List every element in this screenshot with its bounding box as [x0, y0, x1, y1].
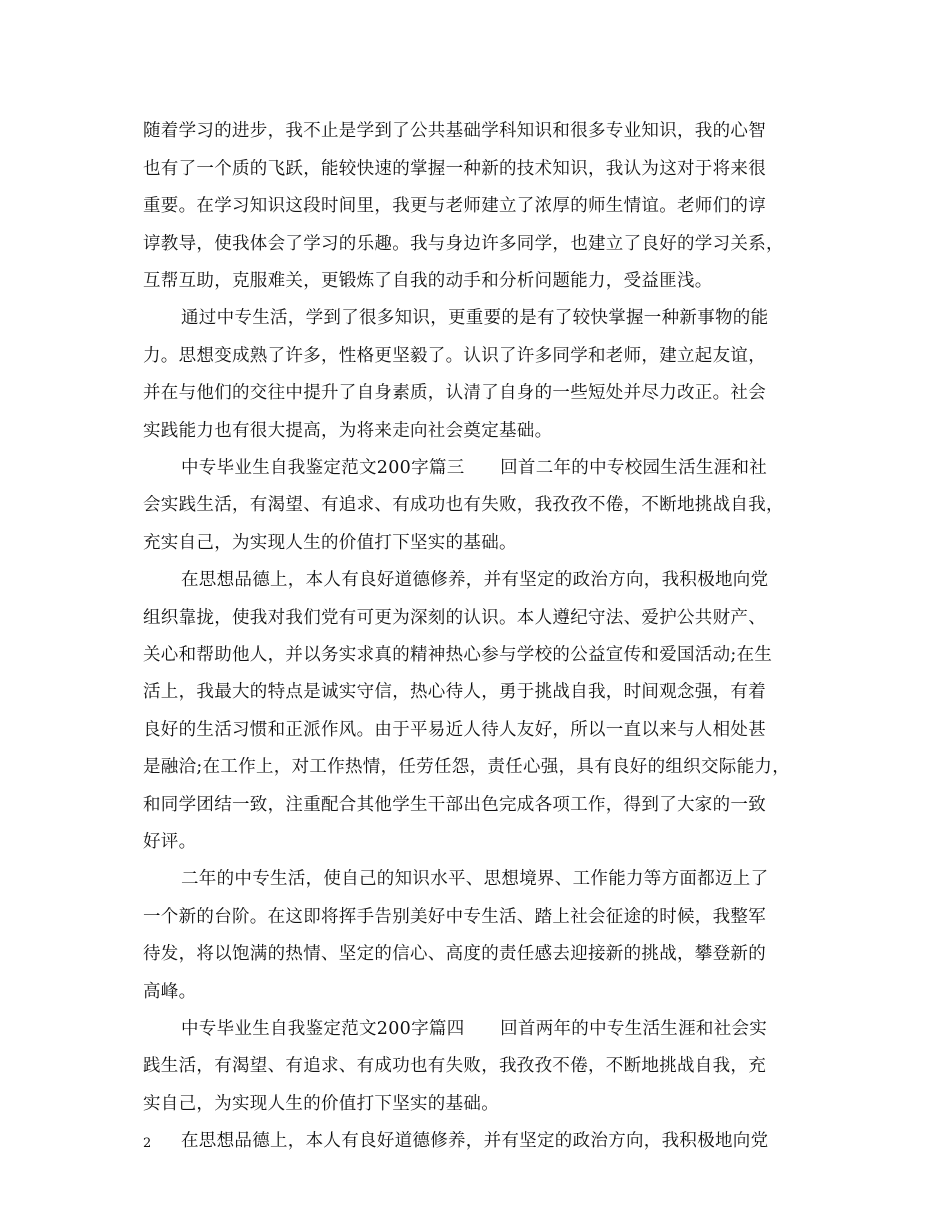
paragraph-first-line: 在思想品德上，本人有良好道德修养，并有坚定的政治方向，我积极地向党 [181, 570, 769, 590]
text-line: 关心和帮助他人，并以务实求真的精神热心参与学校的公益宣传和爱国活动;在生 [143, 645, 773, 665]
text-line: 一个新的台阶。在这即将挥手告别美好中专生活、踏上社会征途的时候，我整军 [143, 907, 766, 927]
text-line: 也有了一个质的飞跃，能较快速的掌握一种新的技术知识，我认为这对于将来很 [143, 159, 766, 179]
text-line: 会实践生活，有渴望、有追求、有成功也有失败，我孜孜不倦，不断地挑战自我， [143, 495, 784, 515]
text-line: 活上，我最大的特点是诚实守信，热心待人，勇于挑战自我，时间观念强，有着 [143, 682, 766, 702]
text-line: 随着学习的进步，我不止是学到了公共基础学科知识和很多专业知识，我的心智 [143, 121, 766, 141]
text-line: 重要。在学习知识这段时间里，我更与老师建立了浓厚的师生情谊。老师们的谆 [143, 196, 766, 216]
paragraph-first-line: 通过中专生活，学到了很多知识，更重要的是有了较快掌握一种新事物的能 [181, 308, 769, 328]
text-line: 并在与他们的交往中提升了自身素质，认清了自身的一些短处并尽力改正。社会 [143, 383, 766, 403]
page-number: 2 [143, 1136, 152, 1151]
text-line: 良好的生活习惯和正派作风。由于平易近人待人友好，所以一直以来与人相处甚 [143, 720, 766, 740]
section-heading-line: 中专毕业生自我鉴定范文200字篇三 回首二年的中专校园生活生涯和社 [181, 458, 768, 478]
text-line: 谆教导，使我体会了学习的乐趣。我与身边许多同学，也建立了良好的学习关系， [143, 234, 784, 254]
text-line: 高峰。 [143, 982, 197, 1002]
text-line: 待发，将以饱满的热情、坚定的信心、高度的责任感去迎接新的挑战，攀登新的 [143, 944, 766, 964]
text-line: 好评。 [143, 832, 197, 852]
paragraph-first-line: 在思想品德上，本人有良好道德修养，并有坚定的政治方向，我积极地向党 [181, 1131, 769, 1151]
section-heading-line: 中专毕业生自我鉴定范文200字篇四 回首两年的中专生活生涯和社会实 [181, 1019, 768, 1039]
text-line: 践生活，有渴望、有追求、有成功也有失败，我孜孜不倦，不断地挑战自我，充 [143, 1056, 766, 1076]
text-line: 实践能力也有很大提高，为将来走向社会奠定基础。 [143, 421, 553, 441]
paragraph-first-line: 二年的中专生活，使自己的知识水平、思想境界、工作能力等方面都迈上了 [181, 869, 769, 889]
text-line: 和同学团结一致，注重配合其他学生干部出色完成各项工作，得到了大家的一致 [143, 795, 766, 815]
text-line: 互帮互助，克服难关，更锻炼了自我的动手和分析问题能力，受益匪浅。 [143, 271, 713, 291]
text-line: 组织靠拢，使我对我们党有可更为深刻的认识。本人遵纪守法、爱护公共财产、 [143, 608, 766, 628]
text-line: 充实自己，为实现人生的价值打下坚实的基础。 [143, 533, 517, 553]
text-line: 是融洽;在工作上，对工作热情，任劳任怨，责任心强，具有良好的组织交际能力， [143, 757, 790, 777]
text-line: 力。思想变成熟了许多，性格更坚毅了。认识了许多同学和老师，建立起友谊， [143, 346, 766, 366]
text-line: 实自己，为实现人生的价值打下坚实的基础。 [143, 1094, 499, 1114]
